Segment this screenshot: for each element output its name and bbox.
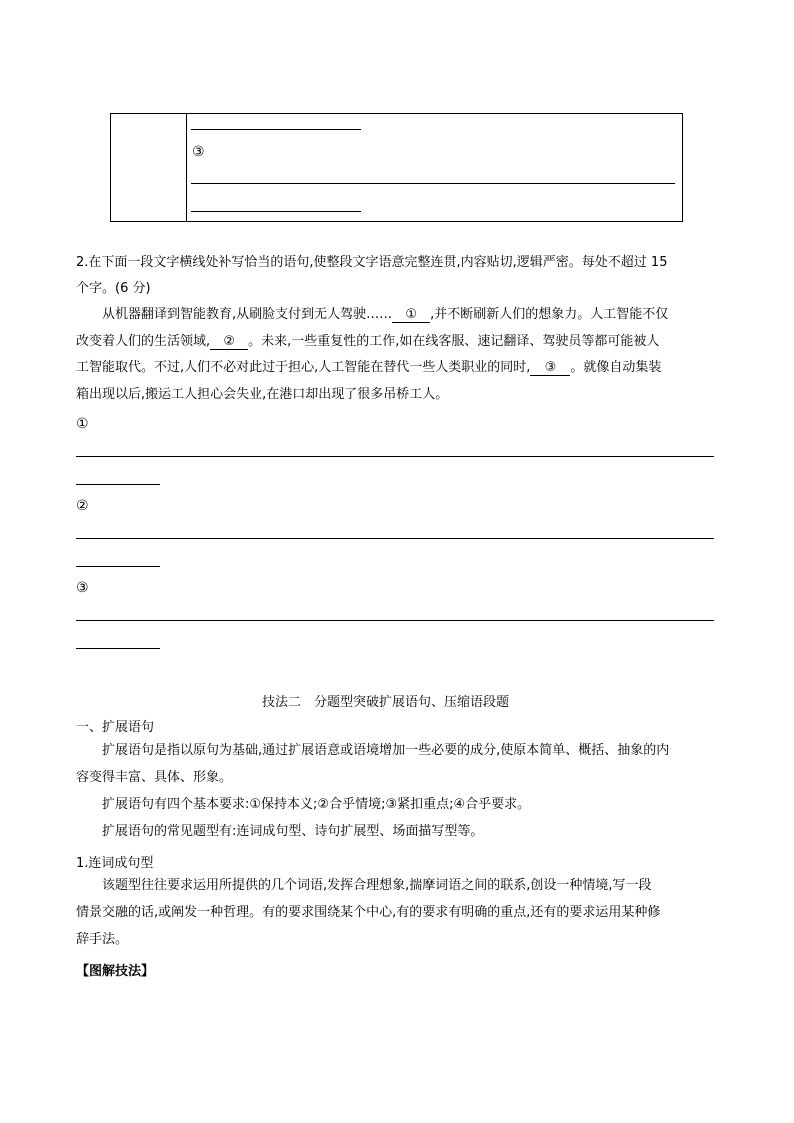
q2-prompt-line-1: 2.在下面一段文字横线处补写恰当的语句,使整段文字语意完整连贯,内容贴切,逻辑严密。每处不超过 15 xyxy=(76,255,668,270)
q2-passage-line-1 xyxy=(102,308,668,323)
passage-text: 改变着人们的生活领域, xyxy=(76,334,211,349)
passage-text: 从机器翻译到智能教育,从刷脸支付到无人驾驶…… xyxy=(102,307,393,322)
answer-line-3-cont[interactable] xyxy=(76,648,160,649)
expand-para-1-line-1: 扩展语句是指以原句为基础,通过扩展语意或语境增加一些必要的成分,使原本简单、概括、抽象的内 xyxy=(102,743,670,758)
q2-passage-line-2 xyxy=(76,335,659,350)
answer-mark-2: ② xyxy=(76,498,89,514)
type-para-line-2: 情景交融的话,或阐发一种哲理。有的要求围绕某个中心,有的要求有明确的重点,还有的要求运用某种修 xyxy=(76,905,661,920)
table-divider xyxy=(186,114,187,221)
passage-text: 。未来,一些重复性的工作,如在线客服、速记翻译、驾驶员等都可能被人 xyxy=(248,334,660,349)
answer-table xyxy=(110,113,683,222)
table-answer-line xyxy=(191,129,361,130)
table-answer-line xyxy=(191,211,361,212)
passage-text: 工智能取代。不过,人们不必对此过于担心,人工智能在替代一些人类职业的同时, xyxy=(76,360,531,375)
type-para-line-1: 该题型往往要求运用所提供的几个词语,发挥合理想象,揣摩词语之间的联系,创设一种情境,写一段 xyxy=(102,878,652,893)
heading-expand-sentences: 一、扩展语句 xyxy=(76,720,155,735)
table-mark-3: ③ xyxy=(192,144,205,160)
answer-line-2-cont[interactable] xyxy=(76,566,160,567)
blank-1: ① xyxy=(392,308,430,323)
expand-para-3: 扩展语句的常见题型有:连词成句型、诗句扩展型、场面描写型等。 xyxy=(102,824,484,839)
q2-passage-line-4: 箱出现以后,搬运工人担心会失业,在港口却出现了很多吊桥工人。 xyxy=(76,387,449,402)
q2-passage-line-3 xyxy=(76,361,661,376)
answer-line-2[interactable] xyxy=(76,538,714,539)
passage-text: ,并不断刷新人们的想象力。人工智能不仅 xyxy=(430,307,669,322)
blank-3: ③ xyxy=(530,361,570,376)
type-para-line-3: 辞手法。 xyxy=(76,932,129,947)
expand-para-1-line-2: 容变得丰富、具体、形象。 xyxy=(76,770,233,785)
table-answer-line xyxy=(191,183,675,184)
heading-word-to-sentence: 1.连词成句型 xyxy=(76,856,154,871)
q2-prompt-line-2: 个字。(6 分) xyxy=(76,281,151,296)
blank-2: ② xyxy=(210,335,248,350)
expand-para-2: 扩展语句有四个基本要求:①保持本义;②合乎情境;③紧扣重点;④合乎要求。 xyxy=(102,797,531,812)
answer-line-1[interactable] xyxy=(76,456,714,457)
answer-mark-1: ① xyxy=(76,416,89,432)
section-title: 技法二 分题型突破扩展语句、压缩语段题 xyxy=(262,695,510,710)
heading-illustrated-technique: 【图解技法】 xyxy=(76,964,155,979)
answer-mark-3: ③ xyxy=(76,580,89,596)
answer-line-1-cont[interactable] xyxy=(76,484,160,485)
passage-text: 。就像自动集装 xyxy=(570,360,662,375)
answer-line-3[interactable] xyxy=(76,620,714,621)
